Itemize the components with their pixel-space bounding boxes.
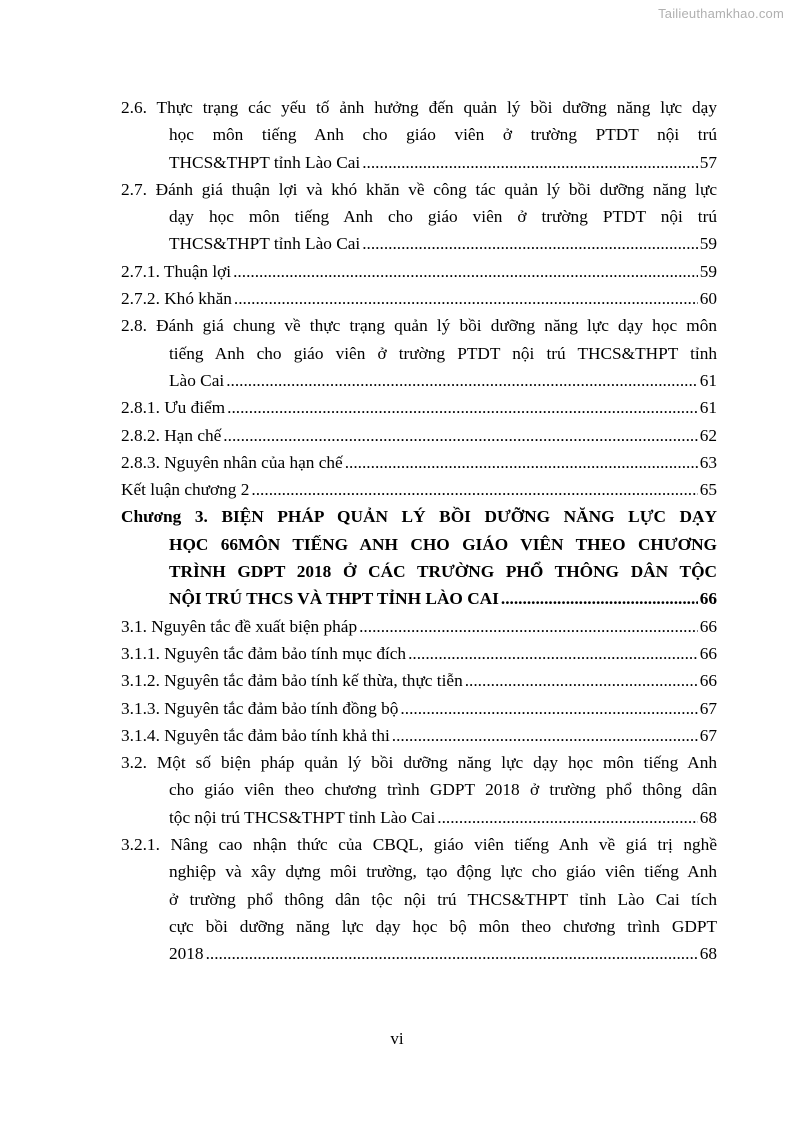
toc-page-number: 67 <box>699 698 717 718</box>
toc-page-number: 66 <box>699 589 717 609</box>
watermark-text: Tailieuthamkhao.com <box>658 6 784 21</box>
toc-entry-line: 3.2.1. Nâng cao nhận thức của CBQL, giáo viên tiếng Anh về giá trị nghề <box>121 835 717 855</box>
dot-leader <box>251 476 697 503</box>
toc-entry[interactable] <box>121 312 717 394</box>
toc-entry-line <box>121 476 717 503</box>
toc-entry[interactable] <box>121 285 717 312</box>
toc-entry[interactable] <box>121 258 717 285</box>
toc-entry-line: ở trường phổ thông dân tộc nội trú THCS&THPT tỉnh Lào Cai tích <box>169 889 717 909</box>
toc-entry-title: 3.1.1. Nguyên tắc đảm bảo tính mục đích <box>121 643 407 663</box>
toc-entry-line: HỌC 66MÔN TIẾNG ANH CHO GIÁO VIÊN THEO CHƯƠNG <box>169 534 717 554</box>
dot-leader <box>223 422 697 449</box>
toc-page-number: 59 <box>699 261 717 281</box>
toc-page-number: 66 <box>699 671 717 691</box>
toc-entry-title: tộc nội trú THCS&THPT tỉnh Lào Cai <box>169 807 436 827</box>
toc-entry-line <box>121 394 717 421</box>
toc-entry[interactable] <box>121 503 717 612</box>
toc-entry-title: Lào Cai <box>169 370 225 390</box>
toc-entry-title: 2.8.1. Ưu điểm <box>121 398 226 418</box>
toc-page-number: 63 <box>699 452 717 472</box>
toc-entry-title: 3.1.2. Nguyên tắc đảm bảo tính kế thừa, thực tiễn <box>121 671 463 691</box>
toc-page-number: 61 <box>699 370 717 390</box>
toc-entry[interactable] <box>121 749 717 831</box>
toc-entry-line <box>121 258 717 285</box>
toc-entry-title: Kết luận chương 2 <box>121 480 250 500</box>
toc-entry-title: 3.1.4. Nguyên tắc đảm bảo tính khả thi <box>121 725 390 745</box>
toc-entry-title: 3.1. Nguyên tắc đề xuất biện pháp <box>121 616 358 636</box>
toc-entry[interactable] <box>121 449 717 476</box>
toc-entry-title: 2018 <box>169 944 204 964</box>
toc-entry-line: tiếng Anh cho giáo viên ở trường PTDT nội trú THCS&THPT tỉnh <box>169 343 717 363</box>
toc-entry[interactable] <box>121 722 717 749</box>
toc-entry-line <box>121 804 717 831</box>
toc-entry[interactable] <box>121 476 717 503</box>
toc-entry[interactable] <box>121 667 717 694</box>
toc-entry-line: cực bồi dưỡng năng lực dạy học bộ môn theo chương trình GDPT <box>169 916 717 936</box>
toc-entry-line <box>121 230 717 257</box>
toc-entry-line <box>121 940 717 967</box>
toc-entry[interactable] <box>121 394 717 421</box>
toc-entry[interactable] <box>121 831 717 967</box>
toc-entry-line <box>121 695 717 722</box>
dot-leader <box>226 367 698 394</box>
dot-leader <box>234 285 698 312</box>
toc-entry-line: 3.2. Một số biện pháp quản lý bồi dưỡng năng lực dạy học môn tiếng Anh <box>121 753 717 773</box>
dot-leader <box>206 940 698 967</box>
toc-entry[interactable] <box>121 94 717 176</box>
toc-entry-line <box>121 149 717 176</box>
toc-entry-line: TRÌNH GDPT 2018 Ở CÁC TRƯỜNG PHỔ THÔNG DÂN TỘC <box>169 562 717 582</box>
toc-page-number: 67 <box>699 725 717 745</box>
toc-page-number: 65 <box>699 480 717 500</box>
dot-leader <box>359 613 698 640</box>
toc-entry[interactable] <box>121 422 717 449</box>
toc-entry-title: 2.8.2. Hạn chế <box>121 425 222 445</box>
toc-page-number: 66 <box>699 616 717 636</box>
toc-page-number: 66 <box>699 643 717 663</box>
toc-entry[interactable] <box>121 176 717 258</box>
toc-entry-line: dạy học môn tiếng Anh cho giáo viên ở trường PTDT nội trú <box>169 207 717 227</box>
toc-entry-line <box>121 367 717 394</box>
toc-entry-line: Chương 3. BIỆN PHÁP QUẢN LÝ BỒI DƯỠNG NĂNG LỰC DẠY <box>121 507 717 527</box>
toc-page-number: 68 <box>699 944 717 964</box>
toc-entry-title: THCS&THPT tỉnh Lào Cai <box>169 234 361 254</box>
toc-page-number: 68 <box>699 807 717 827</box>
toc-entry-title: 2.7.1. Thuận lợi <box>121 261 232 281</box>
toc-entry-line <box>121 667 717 694</box>
toc-entry-line <box>121 285 717 312</box>
toc-entry-line: 2.6. Thực trạng các yếu tố ảnh hưởng đến quản lý bồi dưỡng năng lực dạy <box>121 98 717 117</box>
toc-entry[interactable] <box>121 695 717 722</box>
toc-entry-line <box>121 449 717 476</box>
toc-page-number: 59 <box>699 234 717 254</box>
dot-leader <box>437 804 697 831</box>
toc-entry-line <box>121 613 717 640</box>
dot-leader <box>501 585 698 612</box>
toc-entry-line: 2.8. Đánh giá chung về thực trạng quản lý bồi dưỡng năng lực dạy học môn <box>121 316 717 336</box>
dot-leader <box>345 449 698 476</box>
toc-entry-title: 2.8.3. Nguyên nhân của hạn chế <box>121 452 343 472</box>
dot-leader <box>392 722 698 749</box>
toc-entry-line: 2.7. Đánh giá thuận lợi và khó khăn về công tác quản lý bồi dưỡng năng lực <box>121 179 717 199</box>
toc-entry-title: NỘI TRÚ THCS VÀ THPT TỈNH LÀO CAI <box>169 589 499 609</box>
dot-leader <box>408 640 698 667</box>
toc-entry-line <box>121 722 717 749</box>
dot-leader <box>233 258 698 285</box>
dot-leader <box>465 667 698 694</box>
toc-entry-line <box>121 640 717 667</box>
dot-leader <box>400 695 697 722</box>
toc-page-number: 60 <box>699 289 717 309</box>
toc-entry-line: nghiệp và xây dựng môi trường, tạo động lực cho giáo viên tiếng Anh <box>169 862 717 882</box>
toc-entry-line <box>121 585 717 612</box>
toc-entry-title: 2.7.2. Khó khăn <box>121 289 232 309</box>
toc-entry-title: THCS&THPT tỉnh Lào Cai <box>169 152 361 172</box>
toc-page-number: 61 <box>699 398 717 418</box>
toc-entry[interactable] <box>121 613 717 640</box>
page-number: vi <box>390 1029 404 1048</box>
toc-entry-line <box>121 422 717 449</box>
toc-entry-line: cho giáo viên theo chương trình GDPT 2018 ở trường phổ thông dân <box>169 780 717 800</box>
toc-entry-line: học môn tiếng Anh cho giáo viên ở trường PTDT nội trú <box>169 125 717 145</box>
dot-leader <box>227 394 698 421</box>
toc-entry[interactable] <box>121 640 717 667</box>
toc-entry-title: 3.1.3. Nguyên tắc đảm bảo tính đồng bộ <box>121 698 399 718</box>
toc-page-number: 57 <box>699 152 717 172</box>
table-of-contents <box>121 94 717 968</box>
toc-page-number: 62 <box>699 425 717 445</box>
dot-leader <box>362 149 698 176</box>
dot-leader <box>362 230 698 257</box>
